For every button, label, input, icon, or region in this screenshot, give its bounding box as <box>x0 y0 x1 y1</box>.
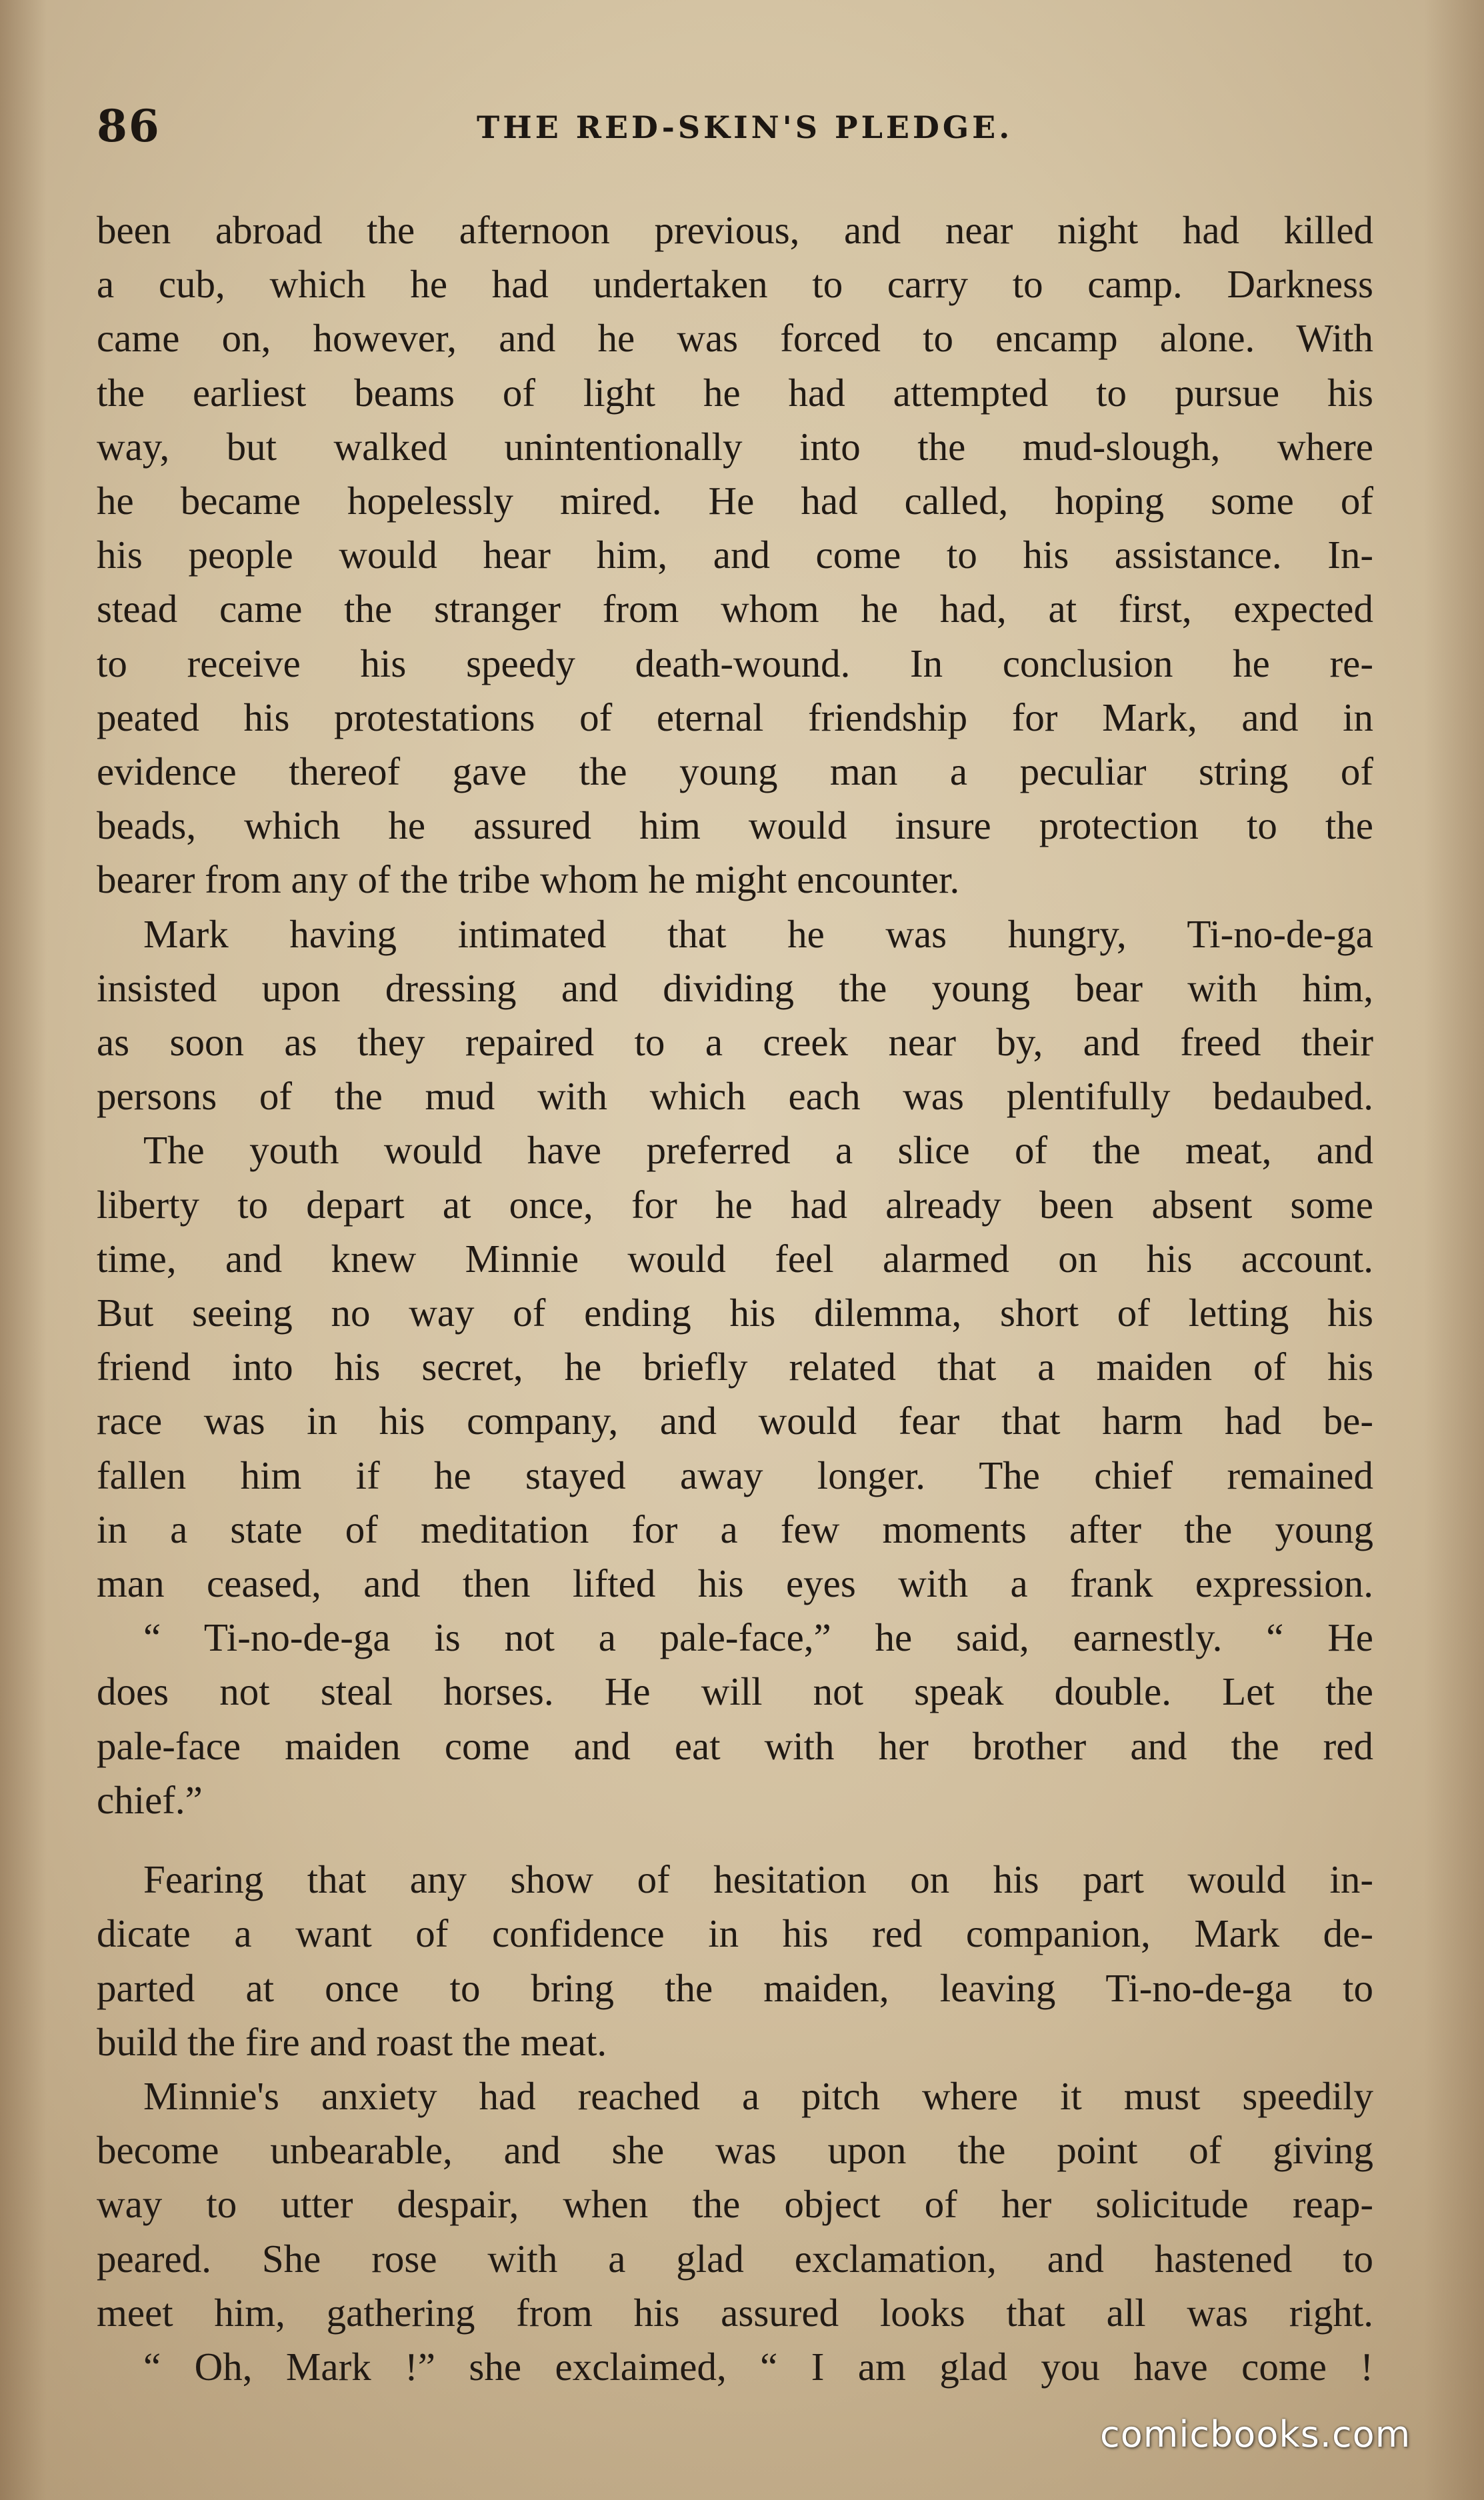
text-line: beads, which he assured him would insure protection to the <box>97 803 1373 848</box>
body-text <box>97 203 1373 2394</box>
text-line: peated his protestations of eternal friendship for Mark, and in <box>97 695 1373 739</box>
text-line: the earliest beams of light he had attempted to pursue his <box>97 370 1373 415</box>
text-line: as soon as they repaired to a creek near by, and freed their <box>97 1020 1373 1065</box>
text-line: Minnie's anxiety had reached a pitch where it must speedily <box>143 2073 1373 2118</box>
text-line: liberty to depart at once, for he had already been absent some <box>97 1182 1373 1227</box>
text-line: bearer from any of the tribe whom he might encounter. <box>97 857 960 902</box>
text-line: build the fire and roast the meat. <box>97 2019 607 2064</box>
text-line: way to utter despair, when the object of her solicitude reap- <box>97 2182 1373 2227</box>
text-line: time, and knew Minnie would feel alarmed on his account. <box>97 1236 1373 1281</box>
page-edge-shadow-right <box>1424 0 1484 2500</box>
text-line: his people would hear him, and come to his assistance. In- <box>97 533 1373 577</box>
text-line: been abroad the afternoon previous, and near night had killed <box>97 208 1373 252</box>
text-line: evidence thereof gave the young man a peculiar string of <box>97 749 1373 794</box>
text-line: “ Ti-no-de-ga is not a pale-face,” he said, earnestly. “ He <box>143 1615 1373 1660</box>
text-line: Fearing that any show of hesitation on his part would in- <box>143 1857 1373 1902</box>
text-line: become unbearable, and she was upon the point of giving <box>97 2128 1373 2173</box>
text-line: But seeing no way of ending his dilemma, short of letting his <box>97 1291 1373 1335</box>
text-line: fallen him if he stayed away longer. The chief remained <box>97 1453 1373 1497</box>
text-line: in a state of meditation for a few moments after the young <box>97 1507 1373 1551</box>
text-line: man ceased, and then lifted his eyes with a frank expression. <box>97 1561 1373 1606</box>
paragraph-gap <box>97 1827 1373 1853</box>
text-line: peared. She rose with a glad exclamation, and hastened to <box>97 2236 1373 2281</box>
text-line: “ Oh, Mark !” she exclaimed, “ I am glad you have come ! <box>143 2344 1373 2389</box>
watermark: comicbooks.com <box>1100 2413 1411 2455</box>
text-line: does not steal horses. He will not speak double. Let the <box>97 1669 1373 1714</box>
text-line: came on, however, and he was forced to encamp alone. With <box>97 316 1373 361</box>
text-line: Mark having intimated that he was hungry, Ti-no-de-ga <box>143 911 1373 956</box>
text-line: dicate a want of confidence in his red companion, Mark de- <box>97 1911 1373 1956</box>
running-head: THE RED-SKIN'S PLEDGE. <box>477 109 1013 145</box>
page-header <box>97 100 1363 160</box>
text-line: insisted upon dressing and dividing the young bear with him, <box>97 965 1373 1010</box>
page-number: 86 <box>97 100 161 152</box>
text-line: race was in his company, and would fear that harm had be- <box>97 1399 1373 1443</box>
text-line: friend into his secret, he briefly related that a maiden of his <box>97 1345 1373 1389</box>
text-line: persons of the mud with which each was plentifully bedaubed. <box>97 1074 1373 1119</box>
text-line: a cub, which he had undertaken to carry to camp. Darkness <box>97 262 1373 307</box>
text-line: he became hopelessly mired. He had called, hoping some of <box>97 479 1373 523</box>
text-line: parted at once to bring the maiden, leaving Ti-no-de-ga to <box>97 1965 1373 2010</box>
text-line: The youth would have preferred a slice of the meat, and <box>143 1128 1373 1173</box>
text-line: meet him, gathering from his assured looks that all was right. <box>97 2290 1373 2335</box>
text-line: to receive his speedy death-wound. In conclusion he re- <box>97 641 1373 685</box>
text-line: chief.” <box>97 1777 203 1822</box>
text-line: way, but walked unintentionally into the mud-slough, where <box>97 424 1373 469</box>
text-line: pale-face maiden come and eat with her brother and the red <box>97 1723 1373 1768</box>
text-line: stead came the stranger from whom he had, at first, expected <box>97 587 1373 631</box>
page-edge-shadow-left <box>0 0 47 2500</box>
